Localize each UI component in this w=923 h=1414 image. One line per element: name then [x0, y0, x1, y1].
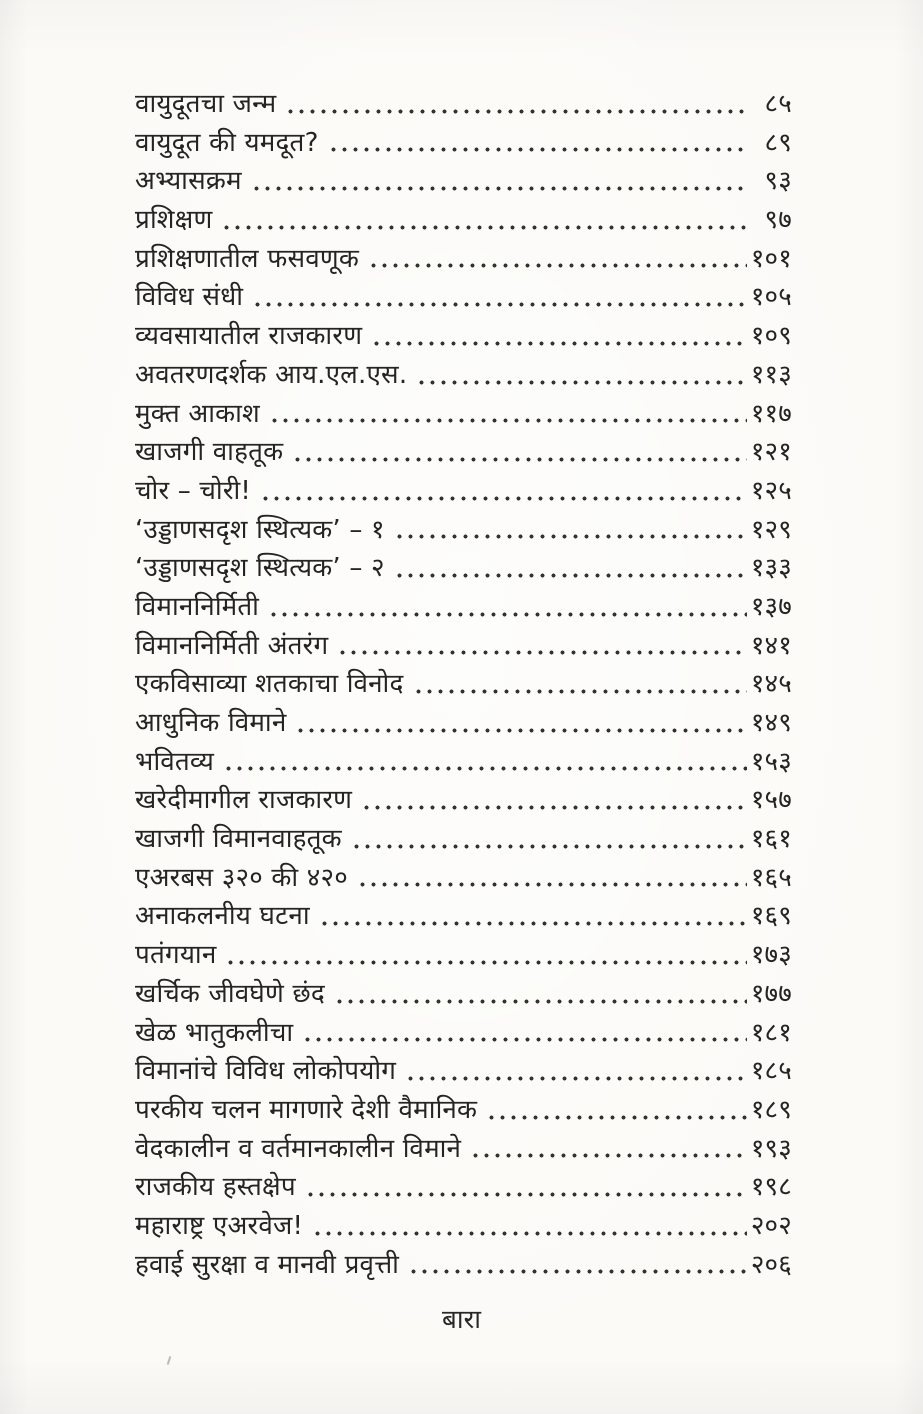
toc-entry-page-number: १६९: [750, 901, 792, 932]
dotted-leader: [319, 896, 747, 935]
dotted-leader: [305, 1167, 747, 1206]
toc-row: [135, 626, 792, 665]
toc-entry-page-number: १७३: [750, 940, 792, 971]
toc-entry-title: खाजगी वाहतूक: [135, 437, 284, 468]
toc-entry-page-number: १६१: [750, 824, 792, 855]
dotted-leader: [470, 1129, 747, 1168]
dotted-leader: [225, 935, 747, 974]
toc-entry-page-number: १३३: [750, 553, 792, 584]
toc-row: [135, 471, 792, 510]
toc-entry-title: विमाननिर्मिती अंतरंग: [135, 630, 329, 661]
dotted-leader: [337, 626, 747, 665]
scan-artifact: [167, 1356, 172, 1365]
toc-entry-title: महाराष्ट्र एअरवेज!: [135, 1210, 304, 1241]
toc-entry-title: खरेदीमागील राजकारण: [135, 785, 353, 816]
toc-entry-page-number: १६५: [750, 862, 792, 893]
toc-entry-page-number: ११७: [750, 398, 792, 429]
toc-entry-title: प्रशिक्षण: [135, 205, 213, 236]
dotted-leader: [268, 587, 747, 626]
toc-row: [135, 316, 792, 355]
toc-entry-page-number: १०५: [750, 282, 792, 313]
toc-entry-page-number: १०१: [750, 243, 792, 274]
dotted-leader: [328, 123, 747, 162]
toc-entry-title: एअरबस ३२० की ४२०: [135, 862, 348, 893]
toc-entry-title: प्रशिक्षणातील फसवणूक: [135, 243, 360, 274]
toc-entry-page-number: १०९: [750, 321, 792, 352]
toc-row: [135, 277, 792, 316]
toc-entry-title: खेळ भातुकलीचा: [135, 1017, 294, 1048]
page-folio-word: बारा: [442, 1305, 481, 1335]
toc-entry-title: चोर – चोरी!: [135, 475, 252, 506]
toc-entry-title: आधुनिक विमाने: [135, 708, 287, 738]
dotted-leader: [368, 239, 747, 278]
toc-entry-title: विमाननिर्मिती: [135, 591, 260, 622]
toc-row: [135, 1206, 792, 1245]
toc-entry-page-number: १८५: [750, 1056, 792, 1087]
dotted-leader: [394, 510, 747, 549]
dotted-leader: [408, 1245, 747, 1284]
toc-entry-page-number: १७७: [750, 978, 792, 1009]
dotted-leader: [416, 355, 747, 394]
toc-entry-page-number: ९७: [764, 205, 792, 236]
dotted-leader: [371, 316, 747, 355]
toc-entry-title: अवतरणदर्शक आय.एल.एस.: [135, 359, 408, 390]
toc-row: [135, 858, 792, 897]
toc-row: [135, 896, 792, 935]
toc-entry-title: वायुदूत की यमदूत?: [135, 127, 319, 158]
dotted-leader: [413, 664, 748, 703]
toc-entry-title: परकीय चलन मागणारे देशी वैमानिक: [135, 1094, 478, 1125]
dotted-leader: [361, 780, 747, 819]
toc-list: [135, 84, 792, 1283]
toc-row: [135, 1245, 792, 1284]
toc-row: [135, 587, 792, 626]
toc-entry-page-number: १८९: [750, 1094, 792, 1125]
dotted-leader: [486, 1090, 747, 1129]
toc-row: [135, 394, 792, 433]
toc-entry-page-number: १४१: [750, 630, 792, 661]
toc-entry-page-number: १४५: [750, 669, 792, 700]
toc-row: [135, 355, 792, 394]
toc-row: [135, 161, 792, 200]
toc-entry-page-number: १२९: [750, 514, 792, 545]
toc-row: [135, 742, 792, 781]
toc-entry-title: ‘उड्डाणसदृश स्थित्यक’ – २: [135, 553, 385, 584]
toc-entry-page-number: १४९: [750, 708, 792, 738]
toc-entry-page-number: १९८: [750, 1172, 792, 1203]
toc-entry-page-number: १२५: [750, 475, 792, 506]
dotted-leader: [285, 84, 747, 123]
dotted-leader: [312, 1206, 747, 1245]
toc-entry-title: अभ्यासक्रम: [135, 166, 242, 197]
toc-entry-page-number: १९३: [750, 1133, 792, 1164]
dotted-leader: [351, 819, 747, 858]
toc-entry-title: वेदकालीन व वर्तमानकालीन विमाने: [135, 1133, 462, 1164]
toc-entry-page-number: २०६: [750, 1249, 792, 1280]
toc-entry-page-number: २०२: [750, 1210, 792, 1241]
toc-row: [135, 1013, 792, 1052]
toc-entry-title: हवाई सुरक्षा व मानवी प्रवृत्ती: [135, 1249, 400, 1280]
toc-row: [135, 1129, 792, 1168]
toc-entry-page-number: १५३: [750, 746, 792, 777]
toc-row: [135, 664, 792, 703]
dotted-leader: [221, 200, 747, 239]
toc-entry-page-number: १३७: [750, 591, 792, 622]
toc-row: [135, 239, 792, 278]
toc-entry-title: पतंगयान: [135, 940, 217, 971]
toc-entry-page-number: ९३: [764, 166, 792, 197]
toc-entry-page-number: ८५: [764, 89, 792, 119]
dotted-leader: [252, 277, 747, 316]
toc-entry-title: खर्चिक जीवघेणे छंद: [135, 978, 325, 1009]
toc-entry-title: अनाकलनीय घटना: [135, 901, 310, 932]
toc-entry-title: मुक्त आकाश: [135, 398, 260, 429]
toc-row: [135, 510, 792, 549]
dotted-leader: [295, 703, 747, 742]
toc-row: [135, 1051, 792, 1090]
toc-row: [135, 84, 792, 123]
dotted-leader: [223, 742, 747, 781]
toc-entry-title: भवितव्य: [135, 746, 215, 777]
dotted-leader: [260, 471, 747, 510]
toc-row: [135, 548, 792, 587]
toc-entry-title: खाजगी विमानवाहतूक: [135, 824, 342, 855]
toc-row: [135, 123, 792, 162]
toc-entry-page-number: १८१: [750, 1017, 792, 1048]
toc-entry-page-number: ८९: [764, 127, 792, 158]
dotted-leader: [269, 394, 747, 433]
dotted-leader: [334, 974, 747, 1013]
toc-row: [135, 819, 792, 858]
toc-row: [135, 432, 792, 471]
dotted-leader: [405, 1051, 747, 1090]
toc-entry-title: व्यवसायातील राजकारण: [135, 321, 363, 352]
toc-entry-title: वायुदूतचा जन्म: [135, 89, 277, 119]
dotted-leader: [292, 432, 747, 471]
toc-entry-page-number: १५७: [750, 785, 792, 816]
toc-row: [135, 935, 792, 974]
toc-row: [135, 703, 792, 742]
toc-entry-page-number: ११३: [750, 359, 792, 390]
toc-row: [135, 200, 792, 239]
dotted-leader: [394, 548, 747, 587]
toc-row: [135, 780, 792, 819]
toc-entry-page-number: १२१: [750, 437, 792, 468]
toc-row: [135, 1167, 792, 1206]
dotted-leader: [302, 1013, 747, 1052]
toc-entry-title: विमानांचे विविध लोकोपयोग: [135, 1056, 397, 1087]
dotted-leader: [251, 161, 747, 200]
toc-entry-title: एकविसाव्या शतकाचा विनोद: [135, 669, 404, 700]
toc-row: [135, 974, 792, 1013]
toc-entry-title: विविध संधी: [135, 282, 244, 313]
toc-entry-title: राजकीय हस्तक्षेप: [135, 1172, 296, 1203]
toc-row: [135, 1090, 792, 1129]
toc-entry-title: ‘उड्डाणसदृश स्थित्यक’ – १: [135, 514, 385, 545]
dotted-leader: [357, 858, 747, 897]
